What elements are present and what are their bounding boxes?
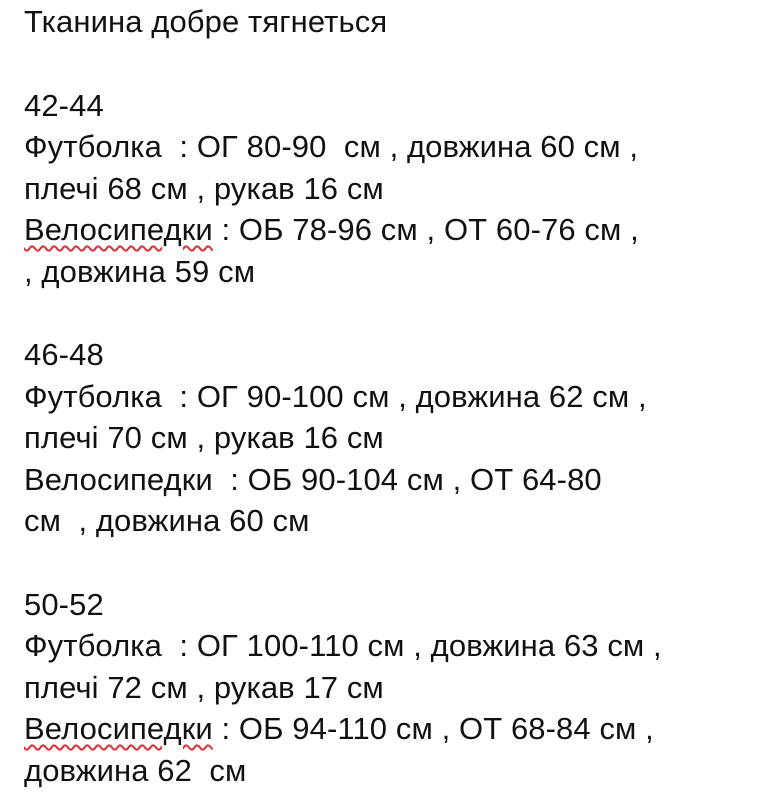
tshirt-measurements-cont: плечі 68 см , рукав 16 см	[24, 170, 384, 206]
note-document	[24, 0, 764, 791]
shorts-values: : ОБ 94-110 см , ОТ 68-84 см ,	[212, 711, 654, 746]
size-block-46-48	[24, 334, 764, 542]
tshirt-measurements	[24, 625, 764, 667]
shorts-measurements	[24, 209, 764, 251]
shorts-label: Велосипедки	[24, 461, 213, 497]
tshirt-values: : ОГ 100-110 см , довжина 63 см ,	[161, 628, 662, 663]
blank-line	[24, 542, 764, 584]
tshirt-measurements	[24, 126, 764, 168]
tshirt-values: : ОГ 90-100 см , довжина 62 см ,	[161, 378, 647, 414]
size-block-42-44	[24, 85, 764, 293]
tshirt-measurements-cont: плечі 70 см , рукав 16 см	[24, 420, 384, 455]
shorts-label-misspelled: Велосипедки	[24, 212, 213, 247]
size-range: 42-44	[24, 87, 104, 123]
size-range: 50-52	[24, 586, 104, 622]
note-title: Тканина добре тягнеться	[24, 4, 388, 39]
tshirt-label: Футболка	[24, 628, 162, 663]
size-block-50-52	[24, 584, 764, 792]
blank-line	[24, 43, 764, 85]
shorts-label-misspelled: Велосипедки	[24, 711, 213, 746]
shorts-measurements-cont: , довжина 59 см	[24, 253, 256, 289]
tshirt-values: : ОГ 80-90 см , довжина 60 см ,	[161, 129, 639, 164]
shorts-measurements	[24, 708, 764, 750]
shorts-measurements-cont: довжина 62 см	[24, 752, 247, 788]
shorts-measurements-cont: см , довжина 60 см	[24, 503, 310, 538]
tshirt-measurements-cont: плечі 72 см , рукав 17 см	[24, 669, 384, 705]
tshirt-measurements	[24, 376, 764, 418]
tshirt-label: Футболка	[24, 129, 162, 164]
shorts-values: : ОБ 78-96 см , ОТ 60-76 см ,	[212, 212, 639, 247]
blank-line	[24, 292, 764, 334]
shorts-measurements	[24, 459, 764, 501]
tshirt-label: Футболка	[24, 378, 162, 414]
shorts-values: : ОБ 90-104 см , ОТ 64-80	[212, 461, 602, 497]
size-range: 46-48	[24, 337, 104, 372]
